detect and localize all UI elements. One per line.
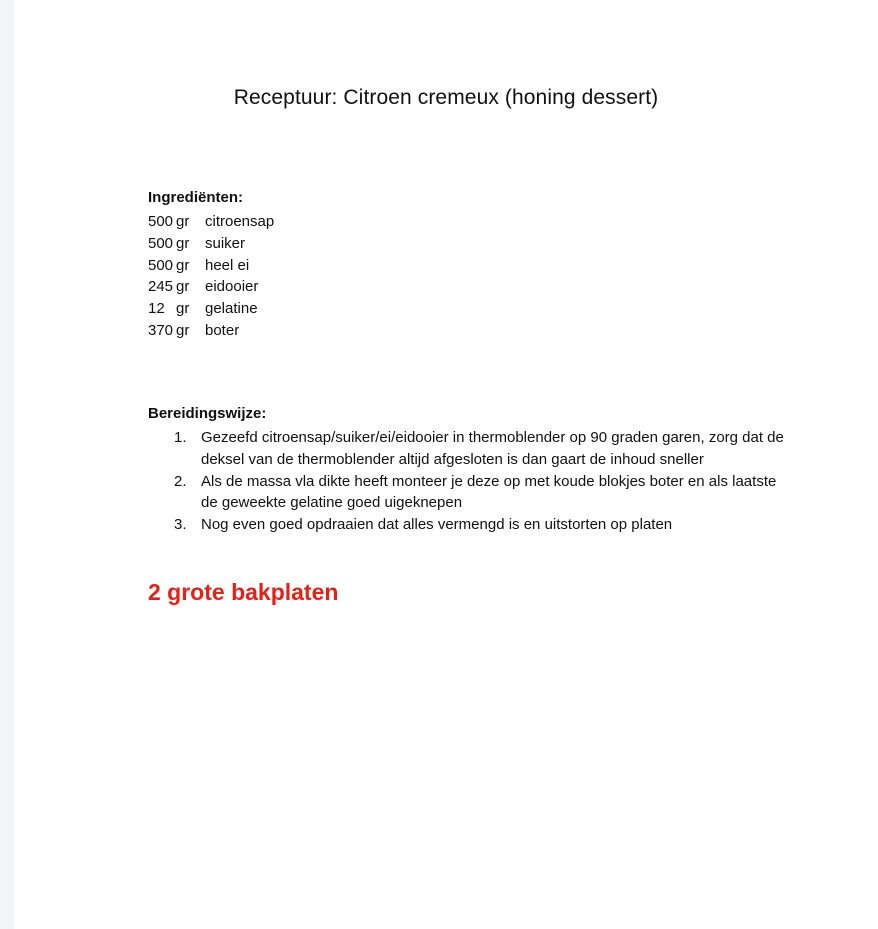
step-item: [148, 514, 788, 536]
ingredient-name: gelatine: [205, 300, 258, 318]
ingredient-unit: gr: [176, 256, 190, 274]
ingredient-quantity: 245: [148, 278, 174, 296]
page-title: Receptuur: Citroen cremeux (honing dessert): [233, 86, 659, 109]
ingredient-row: [148, 233, 274, 255]
step-item: [148, 471, 788, 515]
ingredient-unit: gr: [176, 234, 190, 252]
step-number: 2.: [174, 472, 187, 490]
preparation-heading: Bereidingswijze:: [148, 405, 267, 422]
ingredient-row: [148, 255, 274, 277]
step-text: Als de massa vla dikte heeft monteer je deze op met koude blokjes boter en als laatste de geweekte gelatine goed uigeknepen: [201, 472, 777, 512]
ingredients-heading: Ingrediënten:: [148, 189, 244, 206]
yield-note: 2 grote bakplaten: [148, 579, 339, 605]
ingredient-row: [148, 298, 274, 320]
ingredient-unit: gr: [176, 213, 190, 230]
ingredients-list: [148, 211, 274, 342]
ingredient-row: [148, 276, 274, 298]
ingredient-quantity: 370: [148, 321, 174, 339]
step-number: 1.: [174, 429, 187, 446]
ingredient-quantity: 500: [148, 256, 174, 274]
ingredient-name: suiker: [205, 234, 246, 252]
ingredient-quantity: 12: [148, 300, 165, 318]
ingredient-unit: gr: [176, 300, 190, 318]
ingredient-unit: gr: [176, 278, 190, 296]
ingredient-row: [148, 211, 274, 233]
step-item: [148, 427, 788, 471]
ingredient-quantity: 500: [148, 234, 174, 252]
step-text: Gezeefd citroensap/suiker/ei/eidooier in thermoblender op 90 graden garen, zorg dat de deksel van de thermoblender altijd afgesloten is dan gaart de inhoud sneller: [201, 429, 784, 468]
ingredient-name: boter: [205, 321, 240, 339]
preparation-steps: [148, 427, 788, 536]
ingredient-name: eidooier: [205, 278, 259, 296]
ingredient-name: heel ei: [205, 256, 250, 274]
ingredient-unit: gr: [176, 321, 190, 339]
step-number: 3.: [174, 516, 187, 534]
ingredient-name: citroensap: [205, 213, 275, 230]
document-page: [14, 0, 878, 929]
ingredient-quantity: 500: [148, 213, 174, 230]
ingredient-row: [148, 320, 274, 342]
step-text: Nog even goed opdraaien dat alles vermengd is en uitstorten op platen: [201, 516, 673, 534]
